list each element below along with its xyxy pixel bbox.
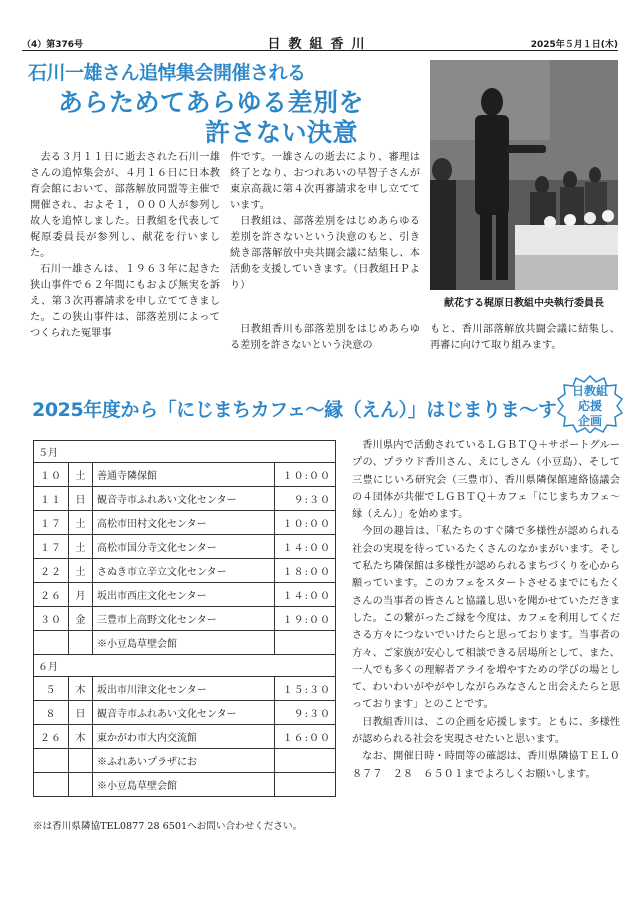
schedule-time: １４:００ [275, 535, 336, 559]
schedule-weekday [69, 773, 93, 797]
cafe-paragraph: なお、開催日時・時間等の確認は、香川県隣協ＴＥＬ０８７７ ２８ ６５０１までよろしくお願いします。 [352, 751, 620, 780]
badge-burst-icon [557, 375, 623, 433]
cafe-paragraph: 今回の趣旨は、「私たちのすぐ隣で多様性が認められる社会の実現を待っているたくさんのなかまがいます。そして私たち隣保館は多様性が認められるまちづくりを心から願っています。このカフェをスタートさせるまでにもたくさんの当事者の皆さんと協議し思いを聞かせていただきました。この繋がったご縁を今度は、カフェを利用してくださる方々につないでいけたらと思っております。当事者の方々、ご家族が安心して相談できる居場所として、また、一人でも多くの理解者アライを増やすための学びの場として、わいわいがやがやしながらみなさんと出会えたらと思っております」とのことです。 [352, 526, 620, 711]
schedule-time: １５:３０ [275, 677, 336, 701]
schedule-time: １９:００ [275, 607, 336, 631]
schedule-time: １８:００ [275, 559, 336, 583]
cafe-paragraph: 香川県内で活動されているＬＧＢＴＱ＋サポートグループの、プラウド香川さん、えにしさん（小豆島）、そして三豊にじいろ研究会（三豊市）、香川県隣保館連絡協議会の４団体が共催でＬＧＢＴＱ＋カフェ「にじまちカフェ～縁（えん）」を始めます。 [352, 440, 620, 521]
schedule-weekday [69, 749, 93, 773]
schedule-venue: ※ふれあいプラザにお [93, 749, 275, 773]
schedule-time: １６:００ [275, 725, 336, 749]
schedule-venue: ※小豆島草壁会館 [93, 631, 275, 655]
schedule-table [33, 440, 336, 797]
schedule-time: １０:００ [275, 463, 336, 487]
schedule-venue: 高松市田村文化センター [93, 511, 275, 535]
schedule-row [34, 773, 336, 797]
schedule-time: ９:３０ [275, 701, 336, 725]
schedule-weekday: 月 [69, 583, 93, 607]
schedule-time [275, 631, 336, 655]
article-paragraph: 石川一雄さんは、１９６３年に起きた狭山事件で６２年間にもおよび無実を訴え、第３次再審請求を申し立ててきました。この狭山事件は、部落差別によってつくられた冤罪事 [30, 264, 220, 339]
schedule-day [34, 631, 69, 655]
schedule-venue: さぬき市立辛立文化センター [93, 559, 275, 583]
header-rule [22, 50, 618, 51]
schedule-row [34, 701, 336, 725]
schedule-time [275, 749, 336, 773]
schedule-time: １０:００ [275, 511, 336, 535]
schedule-day: ８ [34, 701, 69, 725]
article-paragraph: 日教組香川も部落差別をはじめあらゆる差別を許さないという決意の [230, 324, 420, 351]
schedule-row [34, 463, 336, 487]
schedule-day: １７ [34, 535, 69, 559]
schedule-row [34, 487, 336, 511]
schedule-venue: 観音寺市ふれあい文化センター [93, 487, 275, 511]
schedule-month-row [34, 441, 336, 463]
schedule-row [34, 631, 336, 655]
schedule-month-row [34, 655, 336, 677]
article-paragraph: 去る３月１１日に逝去された石川一雄さんの追悼集会が、４月１６日に日本教育会館において、部落解放同盟等主催で開催され、およそ１，０００人が参列し故人を追悼しました。日教組を代表して梶原委員長が参列し、献花を行いました。 [30, 152, 220, 259]
schedule-row [34, 749, 336, 773]
schedule-day: ２６ [34, 583, 69, 607]
schedule-venue: 高松市国分寺文化センター [93, 535, 275, 559]
article-headline-line2: 許さない決意 [205, 118, 359, 147]
table-note: ※は香川県隣協TEL0877 28 6501へお問い合わせください。 [33, 821, 303, 832]
schedule-day: ３０ [34, 607, 69, 631]
schedule-day: ２６ [34, 725, 69, 749]
article-subheadline: 石川一雄さん追悼集会開催される [28, 62, 306, 84]
schedule-weekday: 日 [69, 701, 93, 725]
schedule-time: １４:００ [275, 583, 336, 607]
schedule-weekday: 金 [69, 607, 93, 631]
issue-date: 2025年５月１日(木) [530, 40, 618, 50]
schedule-row [34, 607, 336, 631]
schedule-row [34, 677, 336, 701]
schedule-row [34, 725, 336, 749]
schedule-venue: ※小豆島草壁会館 [93, 773, 275, 797]
schedule-day [34, 773, 69, 797]
cafe-paragraph: 日教組香川は、この企画を応援します。ともに、多様性が認められる社会を実現させたいと思います。 [352, 716, 620, 746]
badge-line2: 応援 [577, 399, 603, 413]
schedule-venue: 三豊市上高野文化センター [93, 607, 275, 631]
schedule-time: ９:３０ [275, 487, 336, 511]
schedule-day [34, 749, 69, 773]
schedule-venue: 坂出市西庄文化センター [93, 583, 275, 607]
schedule-day: １１ [34, 487, 69, 511]
article-column-1 [30, 150, 220, 342]
schedule-venue: 観音寺市ふれあい文化センター [93, 701, 275, 725]
schedule-weekday: 日 [69, 487, 93, 511]
schedule-weekday [69, 631, 93, 655]
schedule-month: ５月 [34, 441, 336, 463]
photo-caption: 献花する梶原日教組中央執行委員長 [444, 298, 604, 309]
schedule-day: １７ [34, 511, 69, 535]
schedule-weekday: 土 [69, 463, 93, 487]
schedule-weekday: 木 [69, 677, 93, 701]
schedule-day: ２２ [34, 559, 69, 583]
article-paragraph: もと、香川部落解放共闘会議に結集し、再審に向けて取り組みます。 [430, 324, 620, 351]
cafe-section-title: 2025年度から「にじまちカフェ～縁（えん）」はじまりま～す [32, 399, 557, 421]
schedule-body [34, 441, 336, 797]
schedule-time [275, 773, 336, 797]
schedule-weekday: 土 [69, 559, 93, 583]
article-paragraph: 件です。一雄さんの逝去により、審理は終了となり、おつれあいの早智子さんが東京高裁に第４次再審請求を申し立てています。 [230, 152, 420, 211]
schedule-venue: 善通寺隣保館 [93, 463, 275, 487]
newspaper-title: 日教組香川 [267, 37, 373, 52]
schedule-day: ５ [34, 677, 69, 701]
article-paragraph: 日教組は、部落差別をはじめあらゆる差別を許さないという決意のもと、引き続き部落解放中央共闘会議に結集し、本活動を支援していきます。（日教組ＨＰより） [230, 216, 420, 291]
article-column-2 [230, 150, 420, 294]
badge-line3: 企画 [577, 414, 603, 428]
schedule-weekday: 木 [69, 725, 93, 749]
schedule-day: １０ [34, 463, 69, 487]
badge-line1: 日教組 [571, 384, 609, 398]
schedule-row [34, 583, 336, 607]
support-badge [557, 375, 623, 433]
schedule-weekday: 土 [69, 535, 93, 559]
schedule-row [34, 535, 336, 559]
schedule-weekday: 土 [69, 511, 93, 535]
schedule-venue: 東かがわ市大内交流館 [93, 725, 275, 749]
article-column-3a [230, 322, 420, 354]
schedule-row [34, 511, 336, 535]
cafe-article-text [352, 437, 620, 783]
issue-number: （4）第376号 [22, 40, 84, 50]
memorial-photo [430, 60, 618, 290]
schedule-row [34, 559, 336, 583]
schedule-month: ６月 [34, 655, 336, 677]
memorial-photo-illustration [430, 60, 618, 290]
article-headline-line1: あらためてあらゆる差別を [58, 88, 365, 117]
schedule-venue: 坂出市川津文化センター [93, 677, 275, 701]
article-column-3b [430, 322, 620, 354]
